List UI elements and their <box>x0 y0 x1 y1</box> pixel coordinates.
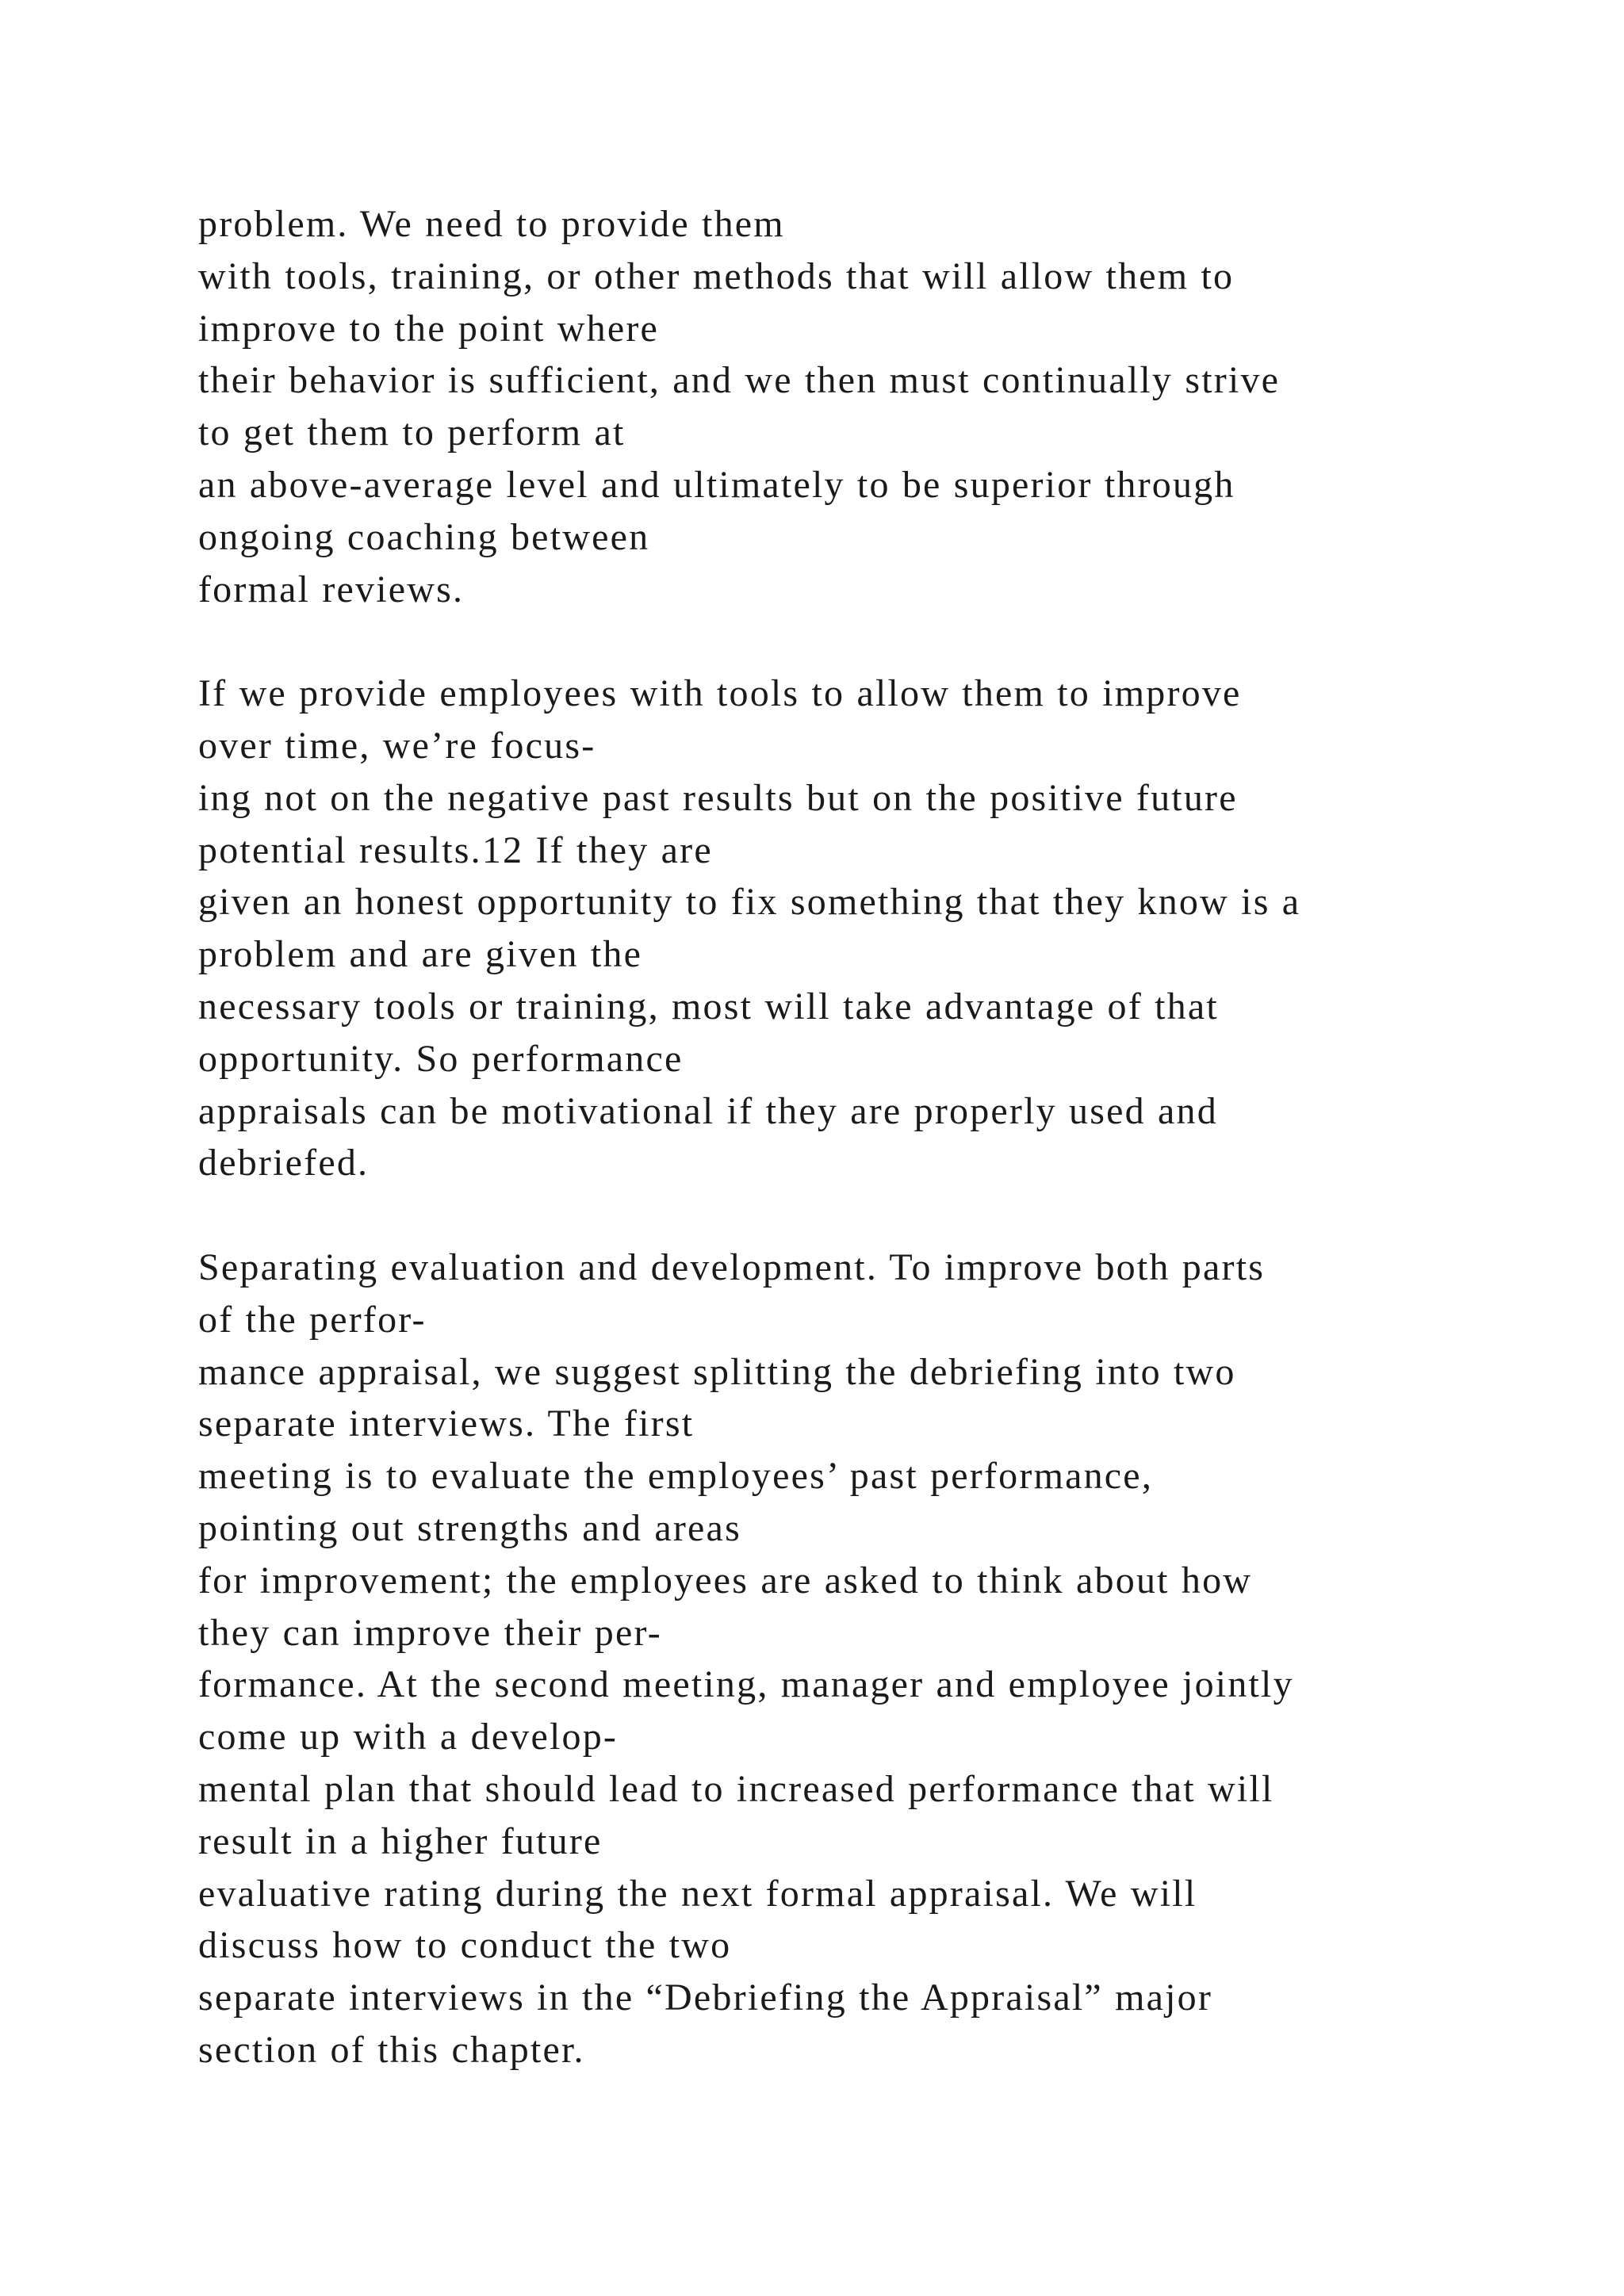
text-line: over time, we’re focus- <box>198 724 596 767</box>
text-line: section of this chapter. <box>198 2028 585 2071</box>
text-line: discuss how to conduct the two <box>198 1924 732 1967</box>
text-line: improve to the point where <box>198 307 660 350</box>
text-line: given an honest opportunity to fix something that they know is a <box>198 881 1301 924</box>
text-line: an above-average level and ultimately to be superior through <box>198 463 1235 506</box>
text-line: meeting is to evaluate the employees’ past performance, <box>198 1455 1154 1498</box>
paragraph-break <box>198 615 1546 668</box>
text-line: mental plan that should lead to increased performance that will <box>198 1767 1274 1810</box>
text-line: ongoing coaching between <box>198 515 650 558</box>
text-line: their behavior is sufficient, and we then must continually strive <box>198 359 1281 402</box>
text-line: separate interviews. The first <box>198 1402 695 1445</box>
text-line: formance. At the second meeting, manager and employee jointly <box>198 1663 1294 1706</box>
text-line: mance appraisal, we suggest splitting the debriefing into two <box>198 1350 1236 1393</box>
text-line: necessary tools or training, most will take advantage of that <box>198 985 1219 1027</box>
text-line: result in a higher future <box>198 1820 603 1862</box>
text-line: for improvement; the employees are asked to think about how <box>198 1559 1253 1601</box>
text-line: debriefed. <box>198 1142 370 1184</box>
text-line: ing not on the negative past results but on the positive future <box>198 776 1238 819</box>
text-line: with tools, training, or other methods that will allow them to <box>198 254 1235 297</box>
text-line: separate interviews in the “Debriefing the Appraisal” major <box>198 1976 1213 2019</box>
text-line: pointing out strengths and areas <box>198 1506 741 1549</box>
text-line: formal reviews. <box>198 568 465 610</box>
text-line: If we provide employees with tools to allow them to improve <box>198 672 1242 715</box>
text-line: opportunity. So performance <box>198 1037 684 1080</box>
text-line: they can improve their per- <box>198 1611 662 1654</box>
text-line: come up with a develop- <box>198 1716 619 1758</box>
text-line: problem and are given the <box>198 933 643 976</box>
document-body <box>198 198 1546 2076</box>
text-line: problem. We need to provide them <box>198 203 785 245</box>
text-line: Separating evaluation and development. To improve both parts <box>198 1246 1266 1288</box>
paragraph-break <box>198 1189 1546 1242</box>
text-line: to get them to perform at <box>198 411 626 454</box>
text-line: appraisals can be motivational if they are properly used and <box>198 1089 1218 1132</box>
text-line: potential results.12 If they are <box>198 828 713 871</box>
text-line: of the perfor- <box>198 1298 427 1341</box>
text-line: evaluative rating during the next formal appraisal. We will <box>198 1872 1197 1915</box>
